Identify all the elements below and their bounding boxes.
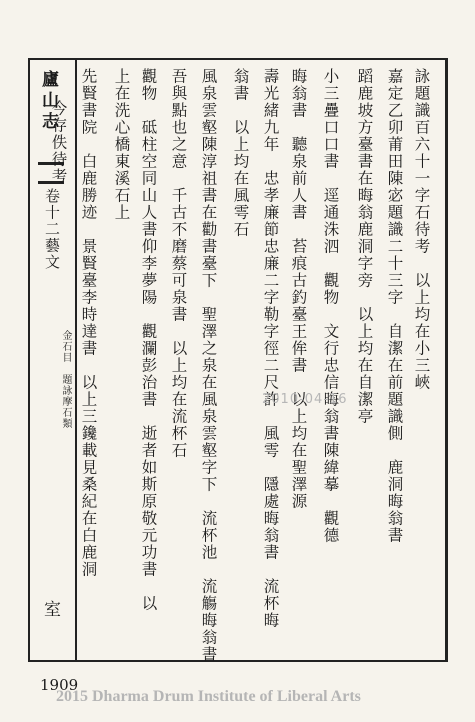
text-column-7: 翁書 以上均在風雩石 bbox=[231, 68, 250, 238]
text-column-4: 小三疊口口書 逕通洙泗 觀物 文行忠信晦翁書陳緯摹 觀德 bbox=[321, 68, 340, 544]
text-column-9: 吾與點也之意 千古不磨蔡可泉書 以上均在流杯石 bbox=[169, 68, 188, 459]
text-column-11: 上在洗心橋東溪石上 bbox=[112, 68, 131, 221]
leaf-number: 室 bbox=[40, 600, 60, 617]
text-column-13: 今存佚待考 bbox=[49, 100, 68, 185]
frame-right-rule bbox=[445, 58, 448, 662]
text-column-5: 晦翁書 聽泉前人書 苔痕古釣臺王侔書 以上均在聖澤源 bbox=[289, 68, 308, 510]
text-column-10: 觀物 砥柱空同山人書仰李夢陽 觀瀾彭治書 逝者如斯原敬元功書 以 bbox=[139, 68, 158, 612]
text-column-8: 風泉雲壑陳淳祖書在勸書臺下 聖澤之泉在風泉雲壑字下 流杯池 流觴晦翁書 bbox=[199, 68, 218, 663]
text-column-6: 壽光緒九年 忠孝廉節忠廉二字勒字徑二尺許 風雩 隱處晦翁書 流杯晦 bbox=[261, 68, 280, 629]
frame-top-rule bbox=[28, 58, 448, 60]
frame-bottom-rule bbox=[28, 660, 448, 662]
copyright-watermark: 2015 Dharma Drum Institute of Liberal Arts bbox=[56, 688, 361, 705]
frame-left-rule bbox=[28, 58, 30, 662]
text-column-2: 嘉定乙卯莆田陳宓題識二十三字 自潔在前題識側 鹿洞晦翁書 bbox=[385, 68, 404, 544]
section-title: 卷十二藝文 bbox=[43, 188, 61, 271]
spine-divider-rule bbox=[75, 58, 77, 662]
text-column-12: 先賢書院 白鹿勝迹 景賢臺李時達書 以上三鑱載見桑紀在白鹿洞 bbox=[79, 68, 98, 578]
page-number: 1909 bbox=[40, 676, 79, 694]
text-column-3: 蹈鹿坡方臺書在晦翁鹿洞字旁 以上均在自潔亭 bbox=[355, 68, 374, 425]
subsection-title: 金石目 題詠摩石類 bbox=[60, 330, 71, 429]
book-title: 廬山志 bbox=[38, 70, 58, 133]
date-watermark: 2010-04-16 bbox=[262, 392, 348, 407]
text-column-1: 詠題識百六十一字石待考 以上均在小三峽 bbox=[412, 68, 431, 391]
